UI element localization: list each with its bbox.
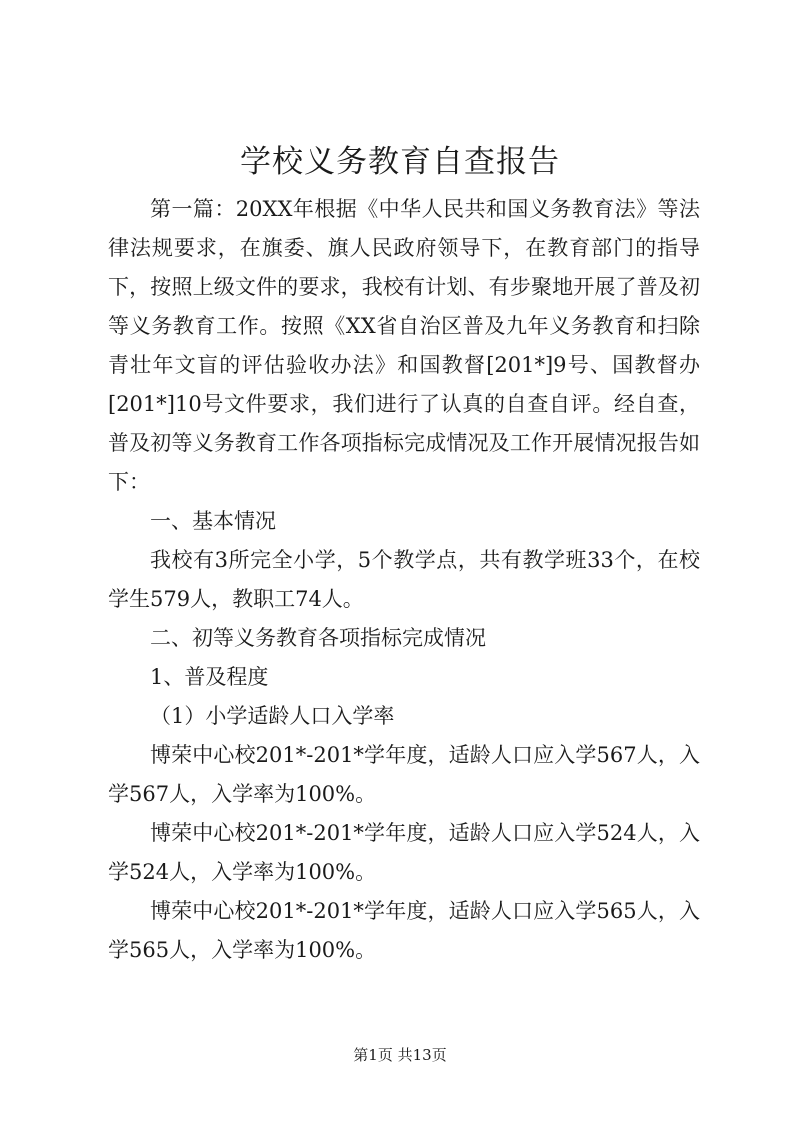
document-title: 学校义务教育自查报告	[240, 144, 560, 180]
heading-indicators: 二、初等义务教育各项指标完成情况	[150, 626, 486, 650]
document-body	[108, 190, 700, 970]
heading-enrollment-rate: （1）小学适龄人口入学率	[150, 704, 395, 728]
paragraph-enrollment-3: 博荣中心校201*-201*学年度，适龄人口应入学565人，入学565人，入学率为100%。	[108, 899, 700, 962]
page-number-footer: 第1页 共13页	[353, 1046, 447, 1064]
heading-basic-situation: 一、基本情况	[150, 509, 276, 533]
paragraph-enrollment-2: 博荣中心校201*-201*学年度，适龄人口应入学524人，入学524人，入学率为100%。	[108, 821, 700, 884]
paragraph-enrollment-1: 博荣中心校201*-201*学年度，适龄人口应入学567人，入学567人，入学率为100%。	[108, 743, 700, 806]
paragraph-school-stats: 我校有3所完全小学，5个教学点，共有教学班33个，在校学生579人，教职工74人。	[108, 548, 700, 611]
paragraph-intro: 第一篇：20XX年根据《中华人民共和国义务教育法》等法律法规要求，在旗委、旗人民政府领导下，在教育部门的指导下，按照上级文件的要求，我校有计划、有步聚地开展了普及初等义务教育工作。按照《XX省自治区普及九年义务教育和扫除青壮年文盲的评估验收办法》和国教督[201*]9号、国教督办[201*]10号文件要求，我们进行了认真的自查自评。经自查，普及初等义务教育工作各项指标完成情况及工作开展情况报告如下：	[108, 197, 700, 494]
heading-popularization: 1、普及程度	[150, 665, 269, 689]
